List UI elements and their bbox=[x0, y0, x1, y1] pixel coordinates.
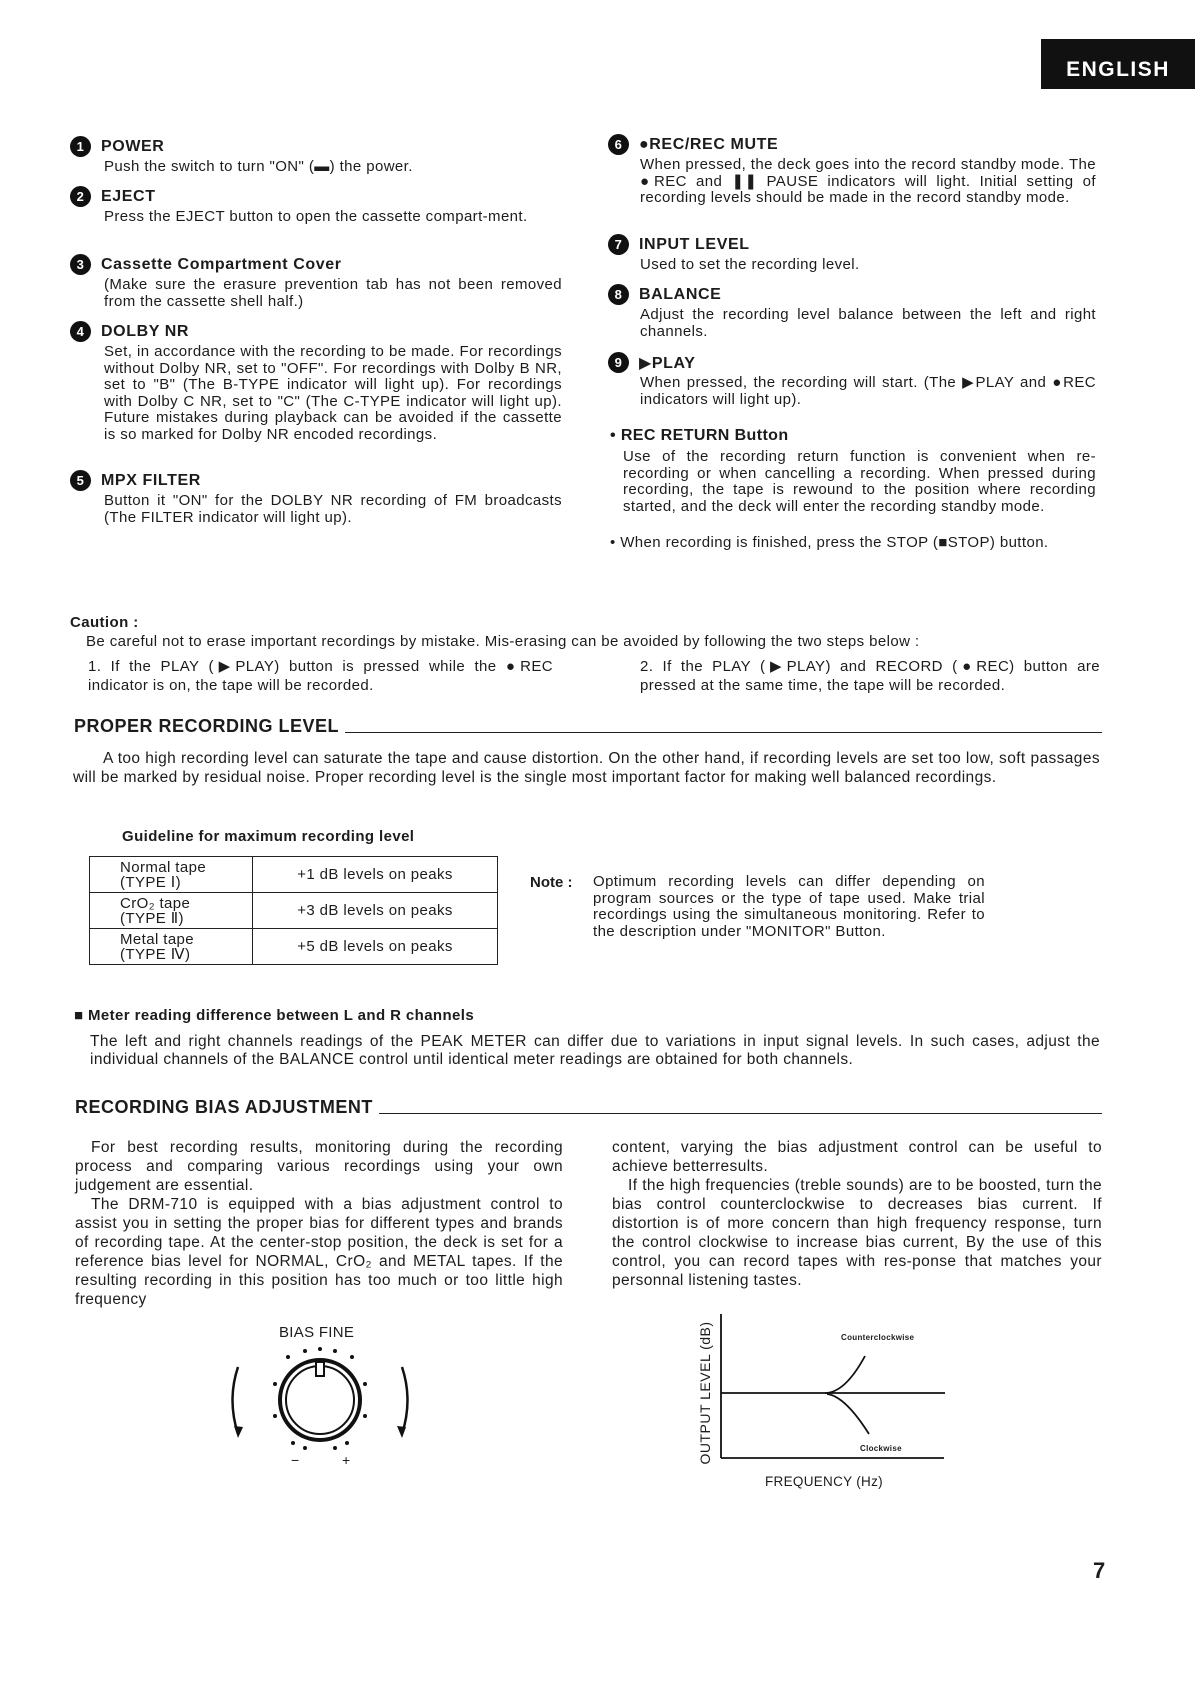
knob-pointer bbox=[316, 1362, 324, 1376]
section-title: RECORDING BIAS ADJUSTMENT bbox=[75, 1097, 373, 1117]
graph-drawing bbox=[695, 1310, 985, 1470]
number-badge: 6 bbox=[608, 134, 629, 155]
control-balance bbox=[608, 284, 1096, 340]
control-mpx-filter bbox=[70, 470, 562, 526]
number-badge: 4 bbox=[70, 321, 91, 342]
control-cassette-cover bbox=[70, 254, 562, 310]
control-eject bbox=[70, 186, 562, 226]
level-cell: +1 dB levels on peaks bbox=[253, 857, 498, 893]
page-number: 7 bbox=[1093, 1558, 1106, 1583]
control-title: INPUT LEVEL bbox=[639, 235, 750, 253]
graph-y-label: OUTPUT LEVEL (dB) bbox=[697, 1321, 713, 1465]
cw-curve-label: Clockwise bbox=[860, 1444, 902, 1453]
control-title: ●REC/REC MUTE bbox=[639, 135, 779, 153]
meter-text: The left and right channels readings of the PEAK METER can differ due to variations in input signal levels. In such cases, adjust the individual channels of the BALANCE control until identical meter readings are obtained for both channels. bbox=[90, 1033, 1100, 1068]
number-badge: 5 bbox=[70, 470, 91, 491]
level-cell: +5 dB levels on peaks bbox=[253, 929, 498, 965]
control-rec-mute bbox=[608, 134, 1096, 207]
rec-return-title: • REC RETURN Button bbox=[610, 427, 789, 444]
number-badge: 3 bbox=[70, 254, 91, 275]
number-badge: 7 bbox=[608, 234, 629, 255]
ccw-arrow-icon bbox=[233, 1367, 239, 1434]
control-description: When pressed, the recording will start. (The ▶PLAY and ●REC indicators will light up). bbox=[640, 374, 1096, 408]
control-title: POWER bbox=[101, 137, 165, 155]
control-description: Used to set the recording level. bbox=[640, 256, 860, 273]
control-title: MPX FILTER bbox=[101, 471, 201, 489]
guideline-title: Guideline for maximum recording level bbox=[122, 828, 415, 845]
ccw-curve-label: Counterclockwise bbox=[841, 1333, 915, 1342]
tape-cell: Metal tape (TYPE Ⅳ) bbox=[90, 929, 253, 965]
caution-section bbox=[70, 614, 1100, 695]
meter-title: ■ Meter reading difference between L and R channels bbox=[74, 1007, 475, 1024]
table-row bbox=[90, 929, 498, 965]
control-description: Push the switch to turn "ON" (▬) the power. bbox=[104, 158, 413, 175]
bias-text-4: If the high frequencies (treble sounds) are to be boosted, turn the bias control counterclockwise to decreases bias current. If distortion is of more concern than high frequency response, turn the control clockwise to increase bias current, By the use of this control, you can record tapes with res-ponse that matches your personnal listening tastes. bbox=[612, 1177, 1102, 1289]
note-label: Note : bbox=[530, 874, 573, 891]
bias-fine-knob-diagram bbox=[225, 1324, 425, 1484]
tape-cell: Normal tape (TYPE Ⅰ) bbox=[90, 857, 253, 893]
graph-x-label: FREQUENCY (Hz) bbox=[765, 1474, 883, 1489]
table-row bbox=[90, 893, 498, 929]
knob-label: BIAS FINE bbox=[279, 1324, 355, 1341]
control-description: Adjust the recording level balance between the left and right channels. bbox=[640, 306, 1096, 340]
bias-text-2: The DRM-710 is equipped with a bias adjustment control to assist you in setting the proper bias for different types and brands of recording tape. At the center-stop position, the deck is set for a reference bias level for NORMAL, CrO₂ and METAL tapes. If the resulting recording in this position has too much or too little high frequency bbox=[75, 1196, 563, 1308]
counterclockwise-curve bbox=[825, 1356, 865, 1393]
heading-rule bbox=[345, 732, 1102, 733]
bias-left-column bbox=[75, 1138, 563, 1309]
proper-level-text: A too high recording level can saturate the tape and cause distortion. On the other hand, if recording levels are set too low, soft passages will be marked by residual noise. Proper recording level is the single most important factor for making well balanced recordings. bbox=[73, 750, 1100, 786]
knob-plus-label: + bbox=[342, 1452, 351, 1468]
bias-right-column bbox=[612, 1138, 1102, 1290]
proper-level-heading bbox=[74, 716, 1102, 737]
control-power bbox=[70, 136, 562, 176]
caution-step-2: 2. If the PLAY (▶PLAY) and RECORD (●REC) button are pressed at the same time, the tape will be recorded. bbox=[640, 657, 1100, 694]
tape-cell: CrO₂ tape (TYPE Ⅱ) bbox=[90, 893, 253, 929]
clockwise-curve bbox=[827, 1394, 869, 1434]
caution-step-1: 1. If the PLAY (▶PLAY) button is pressed while the ●REC indicator is on, the tape will be recorded. bbox=[88, 657, 553, 694]
knob-minus-label: − bbox=[291, 1452, 300, 1468]
table-row bbox=[90, 857, 498, 893]
caution-title: Caution : bbox=[70, 614, 139, 631]
rec-return-text: Use of the recording return function is convenient when re-recording or when cancelling a recording. When pressed during recording, the tape is rewound to the position where recording started, and the deck will enter the recording standby mode. bbox=[623, 448, 1096, 515]
control-title: BALANCE bbox=[639, 285, 722, 303]
control-description: Press the EJECT button to open the cassette compart-ment. bbox=[104, 208, 528, 225]
note-text: Optimum recording levels can differ depending on program sources or the type of tape used. Make trial recordings using the simultaneous monitoring. Refer to the description under "MONITOR" Button. bbox=[593, 873, 985, 940]
section-title: PROPER RECORDING LEVEL bbox=[74, 716, 340, 736]
control-input-level bbox=[608, 234, 1096, 274]
heading-rule bbox=[379, 1113, 1102, 1114]
number-badge: 9 bbox=[608, 352, 629, 373]
knob-drawing bbox=[225, 1342, 425, 1484]
rec-return-note: • When recording is finished, press the STOP (■STOP) button. bbox=[610, 534, 1049, 551]
bias-heading bbox=[75, 1097, 1102, 1118]
control-title: ▶PLAY bbox=[639, 354, 696, 372]
cw-arrow-icon bbox=[402, 1367, 408, 1434]
control-title: EJECT bbox=[101, 187, 156, 205]
control-title: DOLBY NR bbox=[101, 322, 190, 340]
bias-text-1: For best recording results, monitoring during the recording process and comparing various recordings using your own judgement are essential. bbox=[75, 1139, 563, 1194]
number-badge: 2 bbox=[70, 186, 91, 207]
control-description: When pressed, the deck goes into the record standby mode. The ●REC and ❚❚ PAUSE indicators will light. Initial setting of recording levels should be made in the record standby mode. bbox=[640, 156, 1096, 206]
caution-intro: Be careful not to erase important recordings by mistake. Mis-erasing can be avoided by following the two steps below : bbox=[86, 633, 920, 650]
number-badge: 1 bbox=[70, 136, 91, 157]
control-title: Cassette Compartment Cover bbox=[101, 255, 342, 273]
language-tab: ENGLISH bbox=[1041, 39, 1195, 89]
bias-response-graph bbox=[695, 1310, 985, 1500]
control-play bbox=[608, 352, 1096, 408]
rec-return-section bbox=[610, 427, 1096, 552]
level-cell: +3 dB levels on peaks bbox=[253, 893, 498, 929]
control-description: Set, in accordance with the recording to be made. For recordings without Dolby NR, set to "OFF". For recordings with Dolby B NR, set to "B" (The B-TYPE indicator will light up). For recordings with Dolby C NR, set to "C" (The C-TYPE indicator will light up). Future mistakes during playback can be avoided if the cassette is so marked for Dolby NR encoded recordings. bbox=[104, 343, 562, 443]
control-description: Button it "ON" for the DOLBY NR recording of FM broadcasts (The FILTER indicator will light up). bbox=[104, 492, 562, 526]
number-badge: 8 bbox=[608, 284, 629, 305]
note-block bbox=[530, 874, 985, 940]
bias-text-3: content, varying the bias adjustment control can be useful to achieve betterresults. bbox=[612, 1139, 1102, 1175]
control-dolby-nr bbox=[70, 321, 562, 443]
control-description: (Make sure the erasure prevention tab has not been removed from the cassette shell half.) bbox=[104, 276, 562, 310]
guideline-table bbox=[89, 856, 498, 965]
